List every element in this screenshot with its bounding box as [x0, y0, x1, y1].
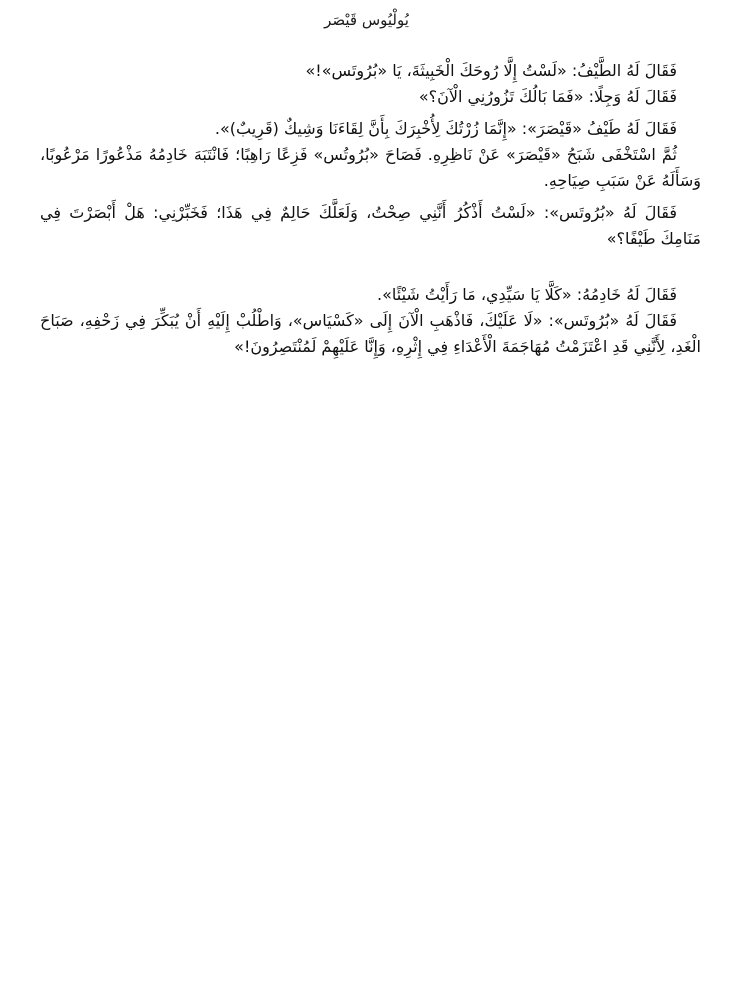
paragraph: ثُمَّ اسْتَخْفَى شَبَحُ «قَيْصَرَ» عَنْ نَاظِرِهِ. فَصَاحَ «بُرُوتُس» فَزِعًا رَاهِبًا؛ فَانْتَبَهَ خَادِمُهُ مَذْعُورًا مَرْعُوبًا، وَسَأَلَهُ عَنْ سَبَبِ صِيَاحِهِ.: [40, 145, 701, 190]
paragraph: فَقَالَ لَهُ «بُرُوتَس»: «لَا عَلَيْكَ، فَاذْهَبِ الْآنَ إِلَى «كَسْيَاس»، وَاطْلُبْ إِلَيْهِ أَنْ يُبَكِّرَ فِي زَحْفِهِ، صَبَاحَ الْغَدِ، لِأَنَّنِي قَدِ اعْتَزَمْتُ مُهَاجَمَةَ الْأَعْدَاءِ فِي إِثْرِهِ، وَإِنَّا عَلَيْهِمْ لَمُنْتَصِرُونَ!»: [40, 311, 701, 356]
running-header: يُولْيُوس قَيْصَر: [324, 11, 409, 29]
paragraph: فَقَالَ لَهُ وَجِلًا: «فَمَا بَالُكَ تَزُورُنِي الْآنَ؟»: [418, 87, 677, 106]
paragraph: فَقَالَ لَهُ طَيْفُ «قَيْصَرَ»: «إِنَّمَا زُرْتُكَ لِأُخْبِرَكَ بِأَنَّ لِقَاءَنَا وَشِيكٌ (قَرِيبٌ)».: [214, 119, 677, 138]
paragraph: فَقَالَ لَهُ «بُرُوتَس»: «لَسْتُ أَذْكُرُ أَنَّنِي صِحْتُ، وَلَعَلَّكَ حَالِمٌ فِي هَذَا؛ فَخَبِّرْنِي: هَلْ أَبْصَرْتَ فِي مَنَامِكَ طَيْفًا؟»: [40, 203, 701, 248]
paragraph: فَقَالَ لَهُ خَادِمُهُ: «كَلَّا يَا سَيِّدِي، مَا رَأَيْتُ شَيْئًا».: [376, 285, 677, 304]
body-text: [40, 58, 701, 360]
paragraph: فَقَالَ لَهُ الطَّيْفُ: «لَسْتُ إِلَّا رُوحَكَ الْخَبِيثَةَ، يَا «بُرُوتَس»!»: [305, 61, 677, 80]
